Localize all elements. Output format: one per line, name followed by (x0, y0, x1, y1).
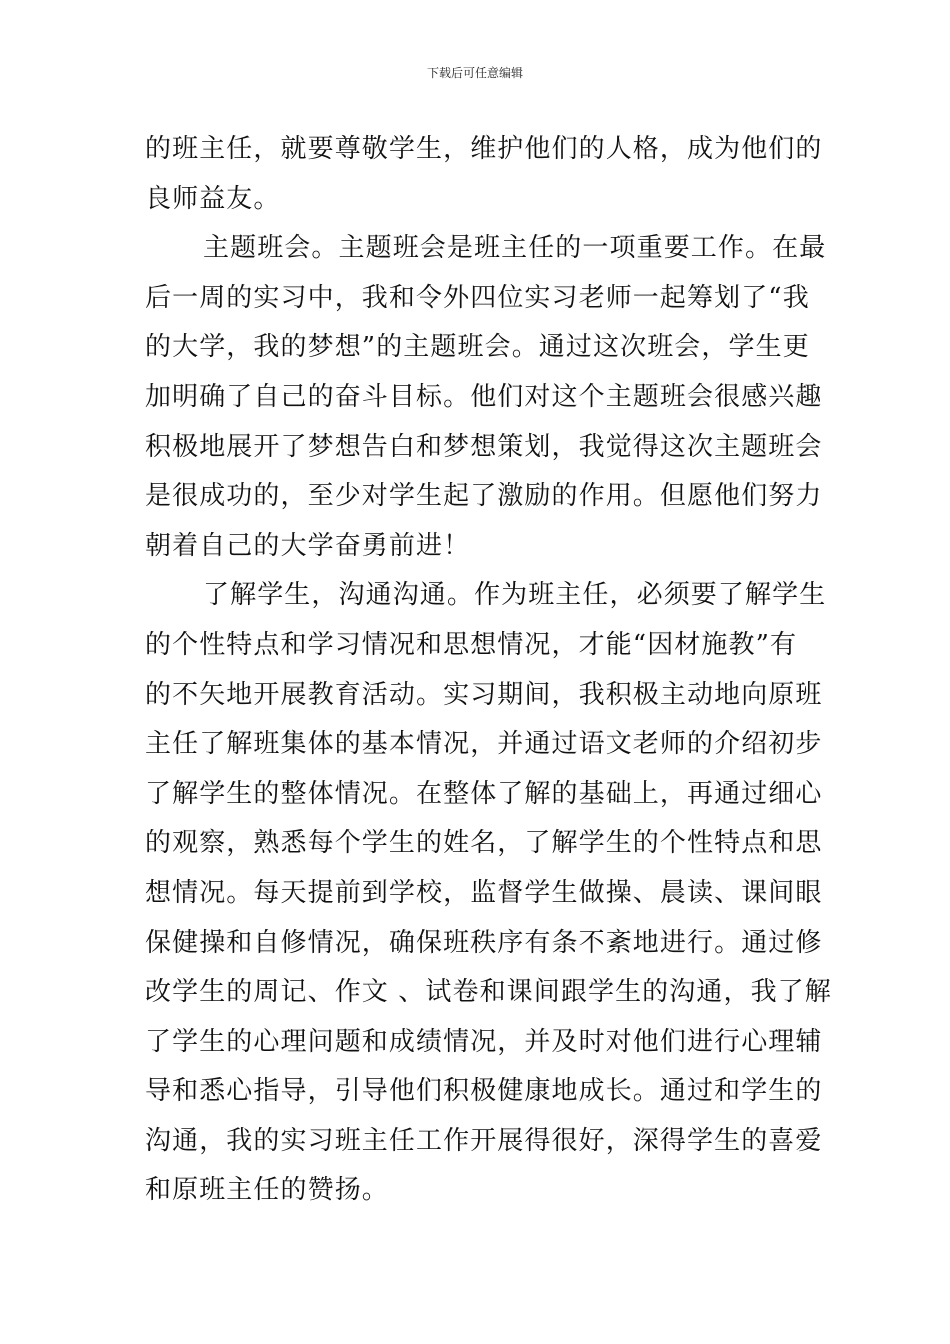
paragraph-2-line-6: 是很成功的，至少对学生起了激励的作用。但愿他们努力 (145, 481, 823, 512)
paragraph-1-line-2: 良师益友。 (145, 183, 281, 214)
paragraph-3-line-3: 的不矢地开展教育活动。实习期间，我积极主动地向原班 (145, 679, 823, 710)
paragraph-2-line-2: 后一周的实习中，我和令外四位实习老师一起筹划了“我 (145, 282, 810, 313)
paragraph-3-line-5: 了解学生的整体情况。在整体了解的基础上，再通过细心 (145, 778, 823, 809)
paragraph-3-line-11: 导和悉心指导，引导他们积极健康地成长。通过和学生的 (145, 1076, 823, 1107)
paragraph-3-line-7: 想情况。每天提前到学校，监督学生做操、晨读、课间眼 (145, 877, 823, 908)
paragraph-3-line-10: 了学生的心理问题和成绩情况，并及时对他们进行心理辅 (145, 1026, 823, 1057)
paragraph-3-line-1: 了解学生，沟通沟通。作为班主任，必须要了解学生 (203, 580, 827, 611)
page-header: 下载后可任意编辑 (426, 66, 523, 80)
paragraph-2-line-3: 的大学，我的梦想”的主题班会。通过这次班会，学生更 (145, 332, 810, 363)
paragraph-1-line-1: 的班主任，就要尊敬学生，维护他们的人格，成为他们的 (145, 134, 823, 164)
paragraph-3-line-6: 的观察，熟悉每个学生的姓名，了解学生的个性特点和思 (145, 828, 823, 859)
paragraph-2-line-1: 主题班会。主题班会是班主任的一项重要工作。在最 (203, 233, 827, 264)
paragraph-3-line-12: 沟通，我的实习班主任工作开展得很好，深得学生的喜爱 (145, 1125, 823, 1156)
paragraph-3-line-13: 和原班主任的赞扬。 (145, 1175, 389, 1206)
paragraph-2-line-7: 朝着自己的大学奋勇前进！ (145, 530, 471, 561)
paragraph-3-line-9: 改学生的周记、作文 、试卷和课间跟学生的沟通，我了解 (145, 977, 832, 1008)
paragraph-3-line-2: 的个性特点和学习情况和思想情况，才能“因材施教”有 (145, 629, 798, 660)
paragraph-2-line-5: 积极地展开了梦想告白和梦想策划，我觉得这次主题班会 (145, 431, 823, 462)
paragraph-2-line-4: 加明确了自己的奋斗目标。他们对这个主题班会很感兴趣 (145, 381, 823, 412)
document-body (145, 125, 832, 1216)
paragraph-3-line-4: 主任了解班集体的基本情况，并通过语文老师的介绍初步 (145, 729, 823, 760)
paragraph-3-line-8: 保健操和自修情况，确保班秩序有条不紊地进行。通过修 (145, 927, 823, 958)
